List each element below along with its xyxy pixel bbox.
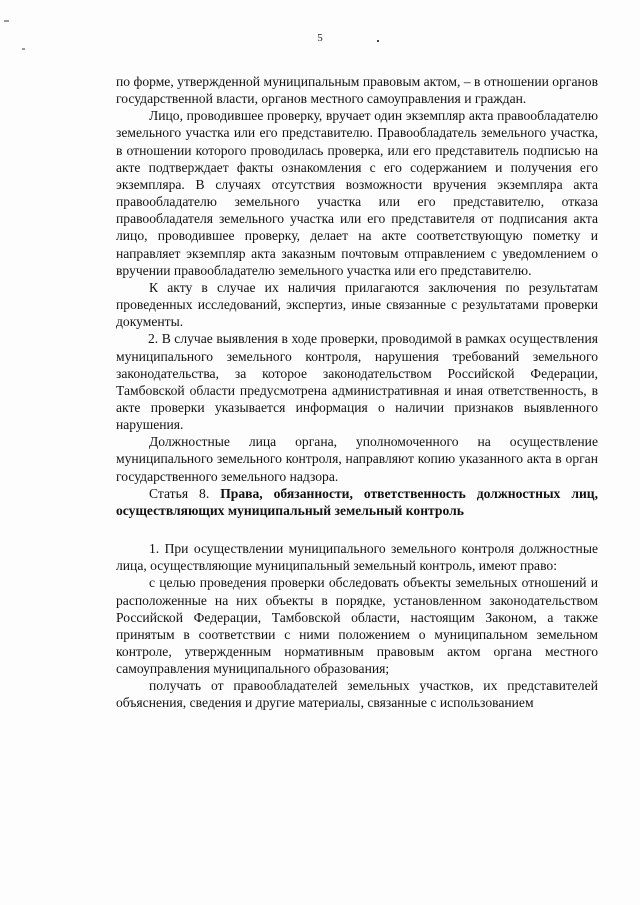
paragraph: 1. При осуществлении муниципального земельного контроля должностные лица, осуществляющие муниципальный земельный контроль, имеют право: [116,541,598,574]
paragraph: Лицо, проводившее проверку, вручает один экземпляр акта правообладателю земельного участка или его представителю. Правообладатель земельного участка, в отношении которого проводилась проверка, или его представитель подписью на акте подтверждает факты ознакомления с его содержанием и получения его экземпляра. В случаях отсутствия возможности вручения экземпляра акта правообладателю земельного участка или его представителю, отказа правообладателя земельного участка или его представителя от подписания акта лицо, проводившее проверку, делает на акте соответствующую пометку и направляет экземпляр акта заказным почтовым отправлением с уведомлением о вручении правообладателю земельного участка или его представителю. [116,108,598,278]
article-heading [116,485,598,519]
page-number: 5 [317,32,323,44]
paragraph: 2. В случае выявления в ходе проверки, проводимой в рамках осуществления муниципального земельного контроля, нарушения требований земельного законодательства, за которое законодательством Российской Федерации, Тамбовской области предусмотрена административная и иная ответственность, в акте проверки указывается информация о наличии признаков выявленного нарушения. [116,331,598,433]
paragraph: К акту в случае их наличия прилагаются заключения по результатам проведенных исследований, экспертиз, иные связанные с результатами проверки документы. [116,279,598,330]
scan-artifact [22,48,25,50]
paragraph: с целью проведения проверки обследовать объекты земельных отношений и расположенные на них объекты в порядке, установленном законодательством Российской Федерации, Тамбовской области, настоящим Законом, а также принятым в соответствии с ними положением о муниципальном земельном контроле, утвержденным нормативным правовым актом органа местного самоуправления муниципального образования; [116,575,598,677]
article-title: Права, обязанности, ответственность должностных лиц, осуществляющих муниципальный земельный контроль [116,485,599,518]
paragraph: получать от правообладателей земельных участков, их представителей объяснения, сведения и другие материалы, связанные с использованием [116,678,598,711]
article-prefix: Статья 8. [149,485,221,501]
scan-artifact [4,20,9,22]
paragraph: Должностные лица органа, уполномоченного на осуществление муниципального земельного контроля, направляют копию указанного акта в орган государственного земельного надзора. [116,434,598,484]
document-body [116,73,598,712]
paragraph: по форме, утвержденной муниципальным правовым актом, – в отношении органов государственной власти, органов местного самоуправления и граждан. [116,74,598,107]
